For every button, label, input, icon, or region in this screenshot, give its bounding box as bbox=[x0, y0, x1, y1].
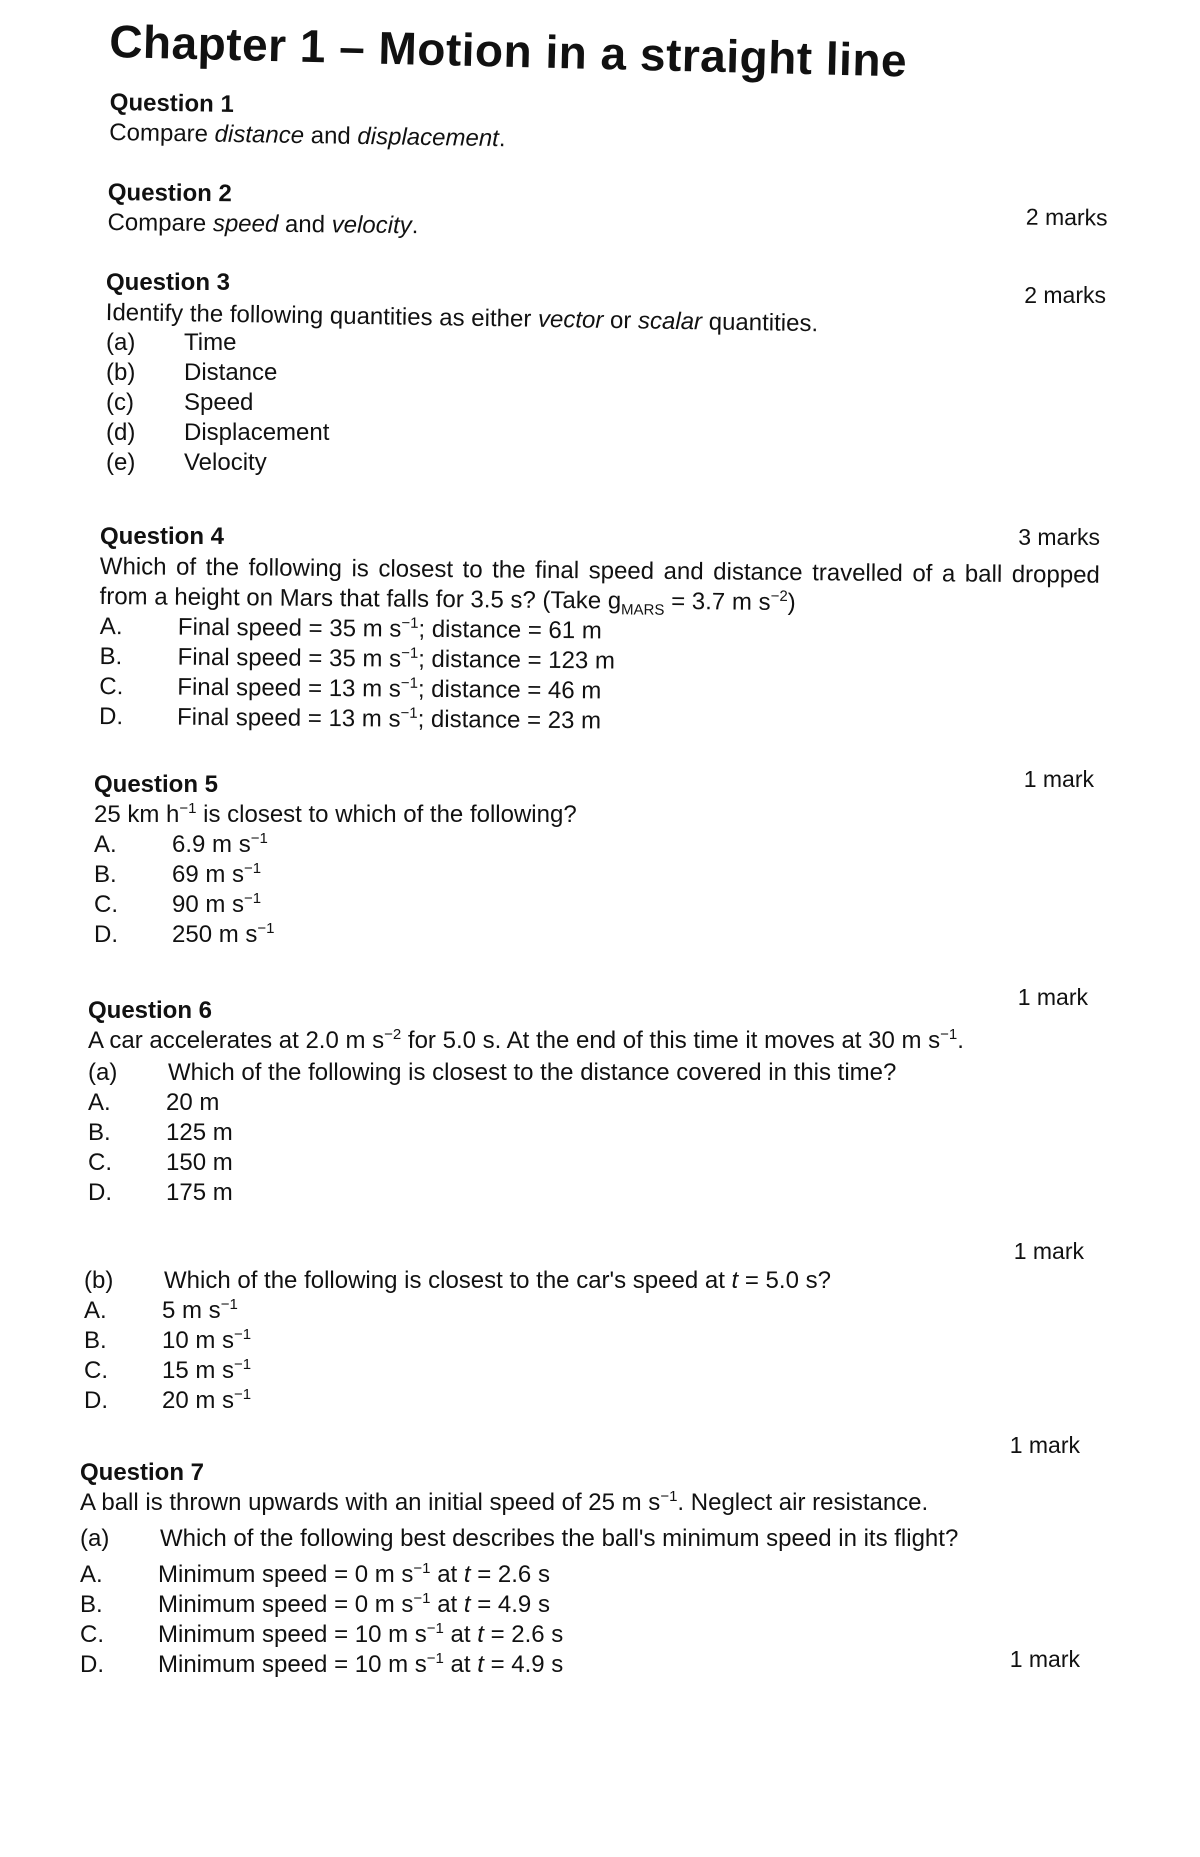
part-text: Which of the following is closest to the distance covered in this time? bbox=[168, 1059, 897, 1086]
q3-item bbox=[106, 418, 1106, 448]
option-time: = 2.6 s bbox=[483, 1621, 564, 1648]
option-text bbox=[158, 1590, 1080, 1620]
q3-item bbox=[106, 448, 1106, 478]
time-variable: t bbox=[477, 1651, 484, 1678]
option-distance: ; distance = 123 m bbox=[418, 645, 616, 675]
q3-text-pre: Identify the following quantities as either bbox=[105, 298, 539, 333]
question-7-heading: Question 7 bbox=[80, 1459, 205, 1486]
option-label: B. bbox=[99, 642, 123, 671]
option-exponent: −1 bbox=[250, 830, 268, 847]
q2-text-mid: and bbox=[278, 210, 332, 239]
q6-part-a-marks: 1 mark bbox=[1013, 1238, 1084, 1264]
q2-term-velocity: velocity bbox=[331, 211, 412, 240]
q5-option bbox=[94, 860, 1094, 890]
option-label: C. bbox=[84, 1357, 108, 1384]
q1-term-distance: distance bbox=[214, 120, 305, 150]
q3-item-text: Displacement bbox=[184, 419, 330, 446]
option-value: 20 m bbox=[166, 1089, 220, 1116]
q6-part-b bbox=[84, 1266, 1084, 1296]
q7-stem-b: . Neglect air resistance. bbox=[677, 1489, 929, 1516]
q5-stem-exponent: −1 bbox=[179, 800, 197, 817]
option-label: C. bbox=[80, 1621, 104, 1648]
option-exponent: −1 bbox=[257, 920, 275, 937]
option-text bbox=[158, 1620, 1080, 1650]
option-exponent: −1 bbox=[234, 1326, 252, 1343]
option-exponent: −1 bbox=[244, 890, 262, 907]
option-distance: ; distance = 46 m bbox=[417, 675, 602, 705]
question-5 bbox=[94, 766, 1094, 950]
option-text bbox=[162, 1296, 1084, 1326]
q6-stem-b: for 5.0 s. At the end of this time it moves at 30 m s bbox=[401, 1027, 941, 1054]
q7a-option bbox=[80, 1620, 1080, 1650]
q6b-option bbox=[84, 1296, 1084, 1326]
time-variable: t bbox=[463, 1591, 471, 1618]
time-variable: t bbox=[731, 1267, 739, 1294]
question-2-marks: 2 marks bbox=[1025, 203, 1108, 231]
option-speed: Final speed = 35 m s bbox=[177, 643, 402, 673]
q6-stem-b-exponent: −1 bbox=[940, 1026, 958, 1043]
option-value: 5 m s bbox=[162, 1297, 221, 1324]
time-variable: t bbox=[463, 1561, 471, 1588]
option-label: C. bbox=[88, 1149, 112, 1176]
option-exponent: −1 bbox=[426, 1620, 444, 1637]
option-value: 90 m s bbox=[172, 891, 245, 918]
q1-text-mid: and bbox=[303, 122, 358, 150]
option-exponent: −1 bbox=[244, 860, 262, 877]
q7-stem-exponent: −1 bbox=[660, 1488, 678, 1505]
option-exponent: −1 bbox=[401, 644, 419, 662]
option-value: 69 m s bbox=[172, 861, 245, 888]
q2-term-speed: speed bbox=[212, 210, 279, 238]
q3-item bbox=[106, 358, 1106, 388]
q6a-option bbox=[88, 1088, 1088, 1118]
option-speed: Final speed = 35 m s bbox=[177, 613, 402, 643]
q6a-option bbox=[88, 1118, 1088, 1148]
q6-stem-a-exponent: −2 bbox=[384, 1026, 402, 1043]
part-text bbox=[164, 1266, 1084, 1296]
option-exponent: −1 bbox=[401, 614, 419, 632]
option-speed: Minimum speed = 10 m s bbox=[158, 1621, 427, 1648]
option-label: D. bbox=[88, 1179, 112, 1206]
option-text bbox=[172, 830, 1094, 860]
q6-part-b-marks: 1 mark bbox=[1009, 1432, 1080, 1458]
option-text bbox=[162, 1386, 1084, 1416]
option-speed: Minimum speed = 0 m s bbox=[158, 1591, 414, 1618]
question-7 bbox=[80, 1430, 1080, 1680]
option-label: C. bbox=[99, 672, 124, 701]
q6b-option bbox=[84, 1386, 1084, 1416]
part-text-post: = 5.0 s? bbox=[738, 1267, 831, 1294]
option-exponent: −1 bbox=[426, 1650, 444, 1667]
question-5-heading: Question 5 bbox=[94, 771, 219, 798]
option-exponent: −1 bbox=[413, 1560, 431, 1577]
question-5-marks: 1 mark bbox=[1023, 766, 1094, 792]
q1-text-post: . bbox=[498, 125, 506, 153]
q2-text-pre: Compare bbox=[107, 208, 214, 238]
option-text bbox=[172, 890, 1094, 920]
option-label: B. bbox=[94, 861, 117, 888]
q4-stem-close: ) bbox=[787, 589, 796, 617]
option-value: 175 m bbox=[166, 1179, 233, 1206]
option-time: = 4.9 s bbox=[470, 1591, 550, 1618]
q3-item-label: (d) bbox=[106, 419, 136, 446]
option-text bbox=[162, 1326, 1084, 1356]
question-3-marks: 2 marks bbox=[1024, 282, 1106, 308]
question-4-text bbox=[99, 552, 1099, 621]
q4-stem-exponent: −2 bbox=[770, 587, 788, 606]
option-label: D. bbox=[98, 702, 124, 731]
q3-item-text: Distance bbox=[184, 359, 278, 386]
option-time: = 2.6 s bbox=[470, 1561, 550, 1588]
q2-text-post: . bbox=[411, 212, 419, 240]
option-speed: Minimum speed = 0 m s bbox=[158, 1561, 414, 1588]
q3-term-vector: vector bbox=[537, 305, 604, 334]
option-value: 10 m s bbox=[162, 1327, 235, 1354]
q3-item-label: (a) bbox=[106, 329, 136, 356]
q6-part-a bbox=[88, 1058, 1088, 1088]
q3-item-label: (e) bbox=[106, 449, 136, 476]
q4-stem: Which of the following is closest to the final speed and distance travelled of a ball dropped from a height on Mars that falls for 3.5 s? (Take g bbox=[99, 552, 1100, 615]
option-exponent: −1 bbox=[234, 1386, 252, 1403]
q6a-option bbox=[88, 1148, 1088, 1178]
option-label: A. bbox=[84, 1297, 107, 1324]
chapter-title: Chapter 1 – Motion in a straight line bbox=[108, 14, 908, 87]
option-value: 20 m s bbox=[162, 1387, 235, 1414]
question-6-marks: 1 mark bbox=[1017, 984, 1088, 1010]
option-label: B. bbox=[84, 1327, 107, 1354]
option-text bbox=[158, 1560, 1080, 1590]
option-exponent: −1 bbox=[220, 1296, 238, 1313]
q5-stem-pre: 25 km h bbox=[94, 801, 180, 828]
time-variable: t bbox=[477, 1621, 484, 1648]
option-label: A. bbox=[88, 1089, 111, 1116]
question-3-heading: Question 3 bbox=[106, 269, 231, 296]
q6b-option bbox=[84, 1356, 1084, 1386]
option-label: A. bbox=[99, 612, 123, 641]
option-at: at bbox=[443, 1651, 478, 1678]
q5-stem-post: is closest to which of the following? bbox=[196, 801, 577, 828]
q5-option bbox=[94, 890, 1094, 920]
option-value: 250 m s bbox=[172, 921, 258, 948]
q1-term-displacement: displacement bbox=[357, 122, 500, 153]
q1-text-pre: Compare bbox=[109, 118, 215, 148]
q7a-option bbox=[80, 1560, 1080, 1590]
option-value: 6.9 m s bbox=[172, 831, 251, 858]
q3-text-post: quantities. bbox=[701, 308, 819, 338]
option-value: 15 m s bbox=[162, 1357, 235, 1384]
option-exponent: −1 bbox=[413, 1590, 431, 1607]
option-label: D. bbox=[80, 1651, 104, 1678]
q7a-option bbox=[80, 1646, 1080, 1680]
question-4 bbox=[98, 522, 1100, 735]
part-label: (a) bbox=[80, 1525, 110, 1552]
option-text bbox=[162, 1356, 1084, 1386]
option-time: = 4.9 s bbox=[483, 1651, 564, 1678]
option-text bbox=[172, 920, 1094, 950]
option-speed: Minimum speed = 10 m s bbox=[158, 1651, 427, 1678]
question-4-heading: Question 4 bbox=[100, 523, 225, 550]
option-label: D. bbox=[94, 921, 118, 948]
q3-term-scalar: scalar bbox=[637, 307, 703, 336]
q4-g-subscript: MARS bbox=[621, 601, 665, 619]
question-1-heading: Question 1 bbox=[109, 88, 235, 118]
question-2-heading: Question 2 bbox=[107, 178, 233, 208]
option-exponent: −1 bbox=[400, 704, 418, 722]
q7a-option bbox=[80, 1590, 1080, 1620]
question-4-marks: 3 marks bbox=[1018, 524, 1100, 550]
option-label: D. bbox=[84, 1387, 108, 1414]
q3-item-text: Velocity bbox=[184, 449, 267, 476]
q7-part-a-marks: 1 mark bbox=[1009, 1646, 1080, 1672]
question-7-text bbox=[80, 1488, 1080, 1518]
q5-option bbox=[94, 920, 1094, 950]
question-6-text bbox=[88, 1026, 1088, 1056]
option-speed: Final speed = 13 m s bbox=[176, 703, 401, 733]
part-text: Which of the following best describes the ball's minimum speed in its flight? bbox=[160, 1525, 959, 1552]
option-label: A. bbox=[80, 1561, 103, 1588]
option-speed: Final speed = 13 m s bbox=[177, 673, 401, 703]
q6-stem-a: A car accelerates at 2.0 m s bbox=[88, 1027, 385, 1054]
question-6-heading: Question 6 bbox=[88, 997, 213, 1024]
option-text bbox=[172, 860, 1094, 890]
question-2 bbox=[107, 178, 1108, 248]
q7-stem-a: A ball is thrown upwards with an initial speed of 25 m s bbox=[80, 1489, 661, 1516]
option-value: 150 m bbox=[166, 1149, 233, 1176]
option-exponent: −1 bbox=[234, 1356, 252, 1373]
q3-item bbox=[106, 388, 1106, 418]
part-text-pre: Which of the following is closest to the car's speed at bbox=[164, 1267, 732, 1294]
question-6-part-b bbox=[84, 1236, 1084, 1416]
option-label: B. bbox=[80, 1591, 103, 1618]
q5-option bbox=[94, 830, 1094, 860]
option-text bbox=[158, 1650, 1080, 1680]
question-3 bbox=[106, 268, 1106, 478]
option-value: 125 m bbox=[166, 1119, 233, 1146]
option-distance: ; distance = 23 m bbox=[417, 705, 602, 735]
option-label: C. bbox=[94, 891, 118, 918]
question-5-text bbox=[94, 800, 1094, 830]
q4-stem-end: = 3.7 m s bbox=[664, 587, 771, 616]
question-1 bbox=[109, 88, 1110, 164]
part-label: (b) bbox=[84, 1267, 114, 1294]
part-label: (a) bbox=[88, 1059, 118, 1086]
q3-item-text: Speed bbox=[184, 389, 254, 416]
q3-item-label: (c) bbox=[106, 389, 134, 416]
q6-stem-c: . bbox=[957, 1027, 964, 1054]
q3-item-text: Time bbox=[184, 329, 237, 356]
option-exponent: −1 bbox=[400, 674, 419, 692]
q7-part-a bbox=[80, 1524, 1080, 1554]
q6a-option bbox=[88, 1178, 1088, 1208]
option-at: at bbox=[430, 1561, 464, 1588]
option-at: at bbox=[430, 1591, 464, 1618]
option-at: at bbox=[443, 1621, 478, 1648]
q3-text-mid: or bbox=[603, 306, 639, 335]
option-label: B. bbox=[88, 1119, 111, 1146]
option-distance: ; distance = 61 m bbox=[418, 615, 602, 645]
option-label: A. bbox=[94, 831, 117, 858]
q3-item-label: (b) bbox=[106, 359, 136, 386]
question-6 bbox=[88, 984, 1088, 1208]
q6b-option bbox=[84, 1326, 1084, 1356]
